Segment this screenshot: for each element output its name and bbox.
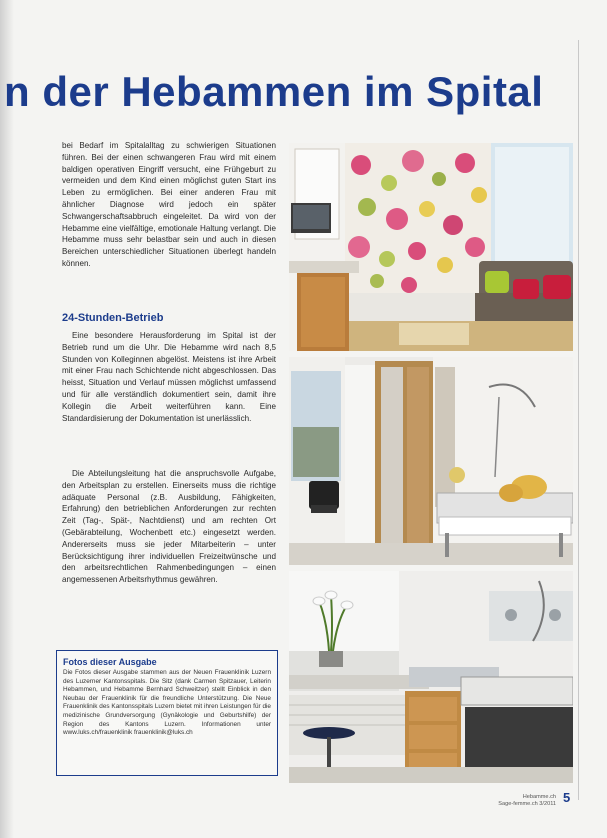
subheading: 24-Stunden-Betrieb xyxy=(62,312,164,324)
photo-credits-box xyxy=(56,650,278,776)
paragraph-text: Eine besondere Herausforderung im Spital ist der Betrieb rund um die Uhr. Die Hebamme wird nach 8,5 Stunden von Kolleginnen abgelöst. Meistens ist ihre Arbeit mit einer Frau nach Schichtende nicht abgeschlossen. Das heisst, Situation und Verlauf müssen möglichst umfassend und für alle verständlich dokumentiert sein, damit ihre Kollegin die Arbeit weiterführen kann. Eine Standardisierung der Dokumentation ist unerlässlich. xyxy=(62,331,276,423)
article-paragraph-3 xyxy=(62,468,276,638)
paragraph-text: bei Bedarf im Spitalalltag zu schwierigen Situationen führen. Bei der einen schwangeren Frau wird mit einem baldigen operativen Eingriff versucht, eine Frühgeburt zu vermeiden und dem Kind einen möglichst guten Start ins Leben zu ermöglichen. Bei einer anderen Frau mit ähnlicher Diagnose wird jedoch ein später Schwangerschaftsabbruch eingeleitet. Da wird von der Hebamme eine vielfältige, emotionale Haltung verlangt. Die Hebamme muss sehr belastbar sein und auch in diesen Bereichen unterschiedlicher Situationen überlegt handeln können. xyxy=(62,141,276,268)
issue-info: Sage-femme.ch 3/2011 xyxy=(498,801,556,807)
birth-room-photo xyxy=(289,357,573,565)
page-number: 5 xyxy=(563,790,571,805)
article-headline: n der Hebammen im Spital xyxy=(4,68,544,115)
infobox-text: Die Fotos dieser Ausgabe stammen aus der Neuen Frauenklinik Luzern des Luzerner Kantonsspitals. Die Sitz (dank Carmen Spitzauer, Leiterin Hebammen, und Hebamme Bernhard Schweitzer) stellt Einblick in den Neubau der Frauenklinik für die freundliche Unterstützung. Die Neue Frauenklinik des Kantonsspitals Luzern bietet mit ihren Leistungen für die medizinische Grundversorgung (Gynäkologie und Geburtshilfe) der Region des Kantons Luzern. Informationen unter www.luks.ch/frauenklinik frauenklinik@luks.ch xyxy=(63,669,271,737)
footer-meta xyxy=(456,794,556,808)
examination-room-photo xyxy=(289,571,573,783)
birth-room-illustration xyxy=(289,357,573,565)
examination-room-illustration xyxy=(289,571,573,783)
family-room-illustration xyxy=(289,143,573,351)
article-paragraph-1 xyxy=(62,140,276,300)
magazine-name: Hebamme.ch xyxy=(522,794,556,800)
family-room-photo xyxy=(289,143,573,351)
paragraph-text: Die Abteilungsleitung hat die anspruchsvolle Aufgabe, den Arbeitsplan zu erstellen. Einerseits muss die richtige adäquate Personal (z.B. Ausbildung, Fähigkeiten, Erfahrung) den betrieblichen Anforderungen zur rechten Zeit (Tag-, Spät-, Nachtdienst) und am rechten Ort (Gebärabteilung, Wochenbett etc.) eingesetzt werden. Andererseits muss sie jeder Mitarbeiterin – unter Berücksichtigung ihrer individuellen Freizeitwünsche und den arbeitsrechtlichen Rahmenbedingungen – einen angemessenen Arbeitsrhythmus gewähren. xyxy=(62,469,276,585)
page-edge-rule xyxy=(578,40,579,800)
article-paragraph-2 xyxy=(62,330,276,466)
infobox-title: Fotos dieser Ausgabe xyxy=(63,657,157,667)
